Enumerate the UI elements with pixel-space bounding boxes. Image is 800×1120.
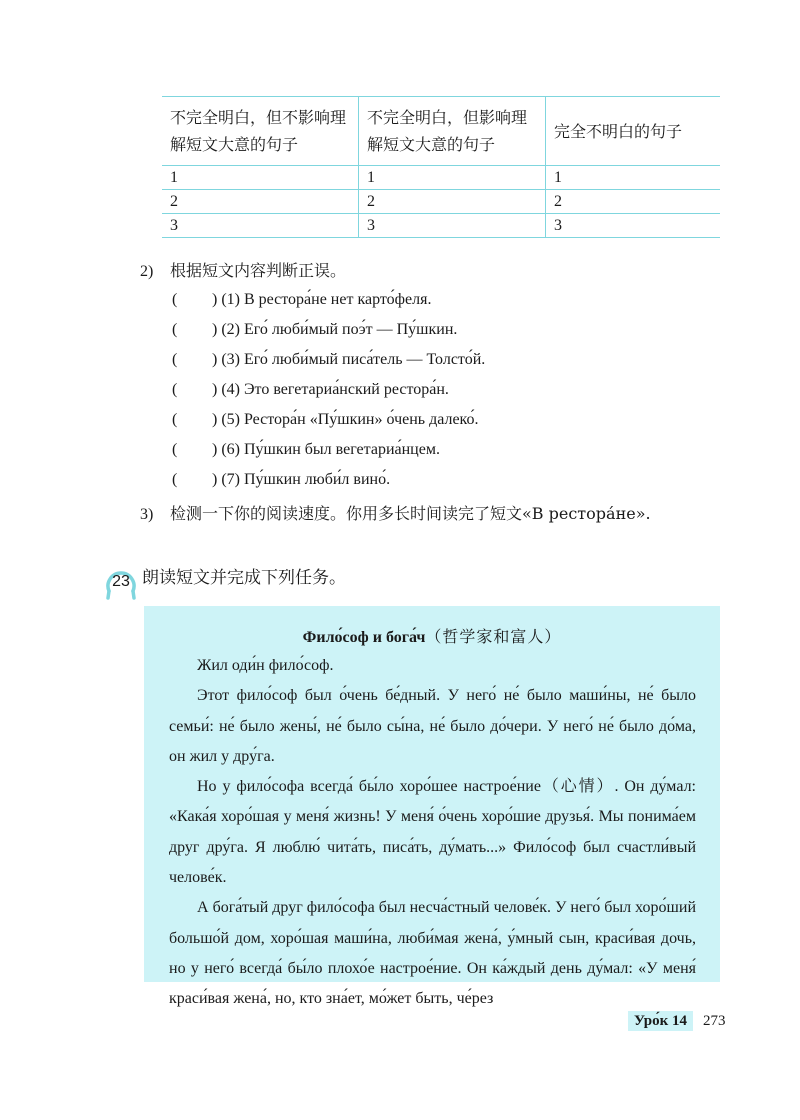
table-cell: 3 [546, 214, 721, 238]
answer-blank[interactable]: ( [172, 351, 178, 368]
reading-text-box [144, 606, 720, 1008]
statement-text: ) (5) Рестора́н «Пу́шкин» о́чень далеко́. [212, 411, 479, 428]
task-number: 2) [140, 263, 154, 280]
reading-paragraph: Но у фило́софа всегда́ бы́ло хоро́шее настрое́ние（心情）. Он ду́мал: «Кака́я хоро́шая у меня́ жизнь! У меня́ о́чень хоро́шие друзья́. Мы понима́ем друг дру́га. Я люблю́ чита́ть, писа́ть, ду́мать...» Фило́соф был счастли́вый челове́к. [169, 778, 696, 887]
task-text: 检测一下你的阅读速度。你用多长时间读完了短文«В рестора́не». [170, 504, 651, 523]
table-cell: 1 [546, 166, 721, 190]
table-cell: 3 [162, 214, 359, 238]
reading-title-russian: Фило́соф и бога́ч [302, 629, 426, 646]
reading-title [144, 626, 720, 649]
reading-comprehension-table [162, 96, 720, 238]
true-false-statement [172, 289, 431, 311]
true-false-statement [172, 349, 485, 371]
table-cell: 1 [359, 166, 546, 190]
task-text: 根据短文内容判断正误。 [170, 261, 347, 280]
answer-blank[interactable]: ( [172, 321, 178, 338]
exercise-number: 23 [112, 573, 130, 590]
true-false-statement [172, 319, 457, 341]
answer-blank[interactable]: ( [172, 291, 178, 308]
table-row [162, 214, 720, 238]
reading-paragraph: Этот фило́соф был о́чень бе́дный. У него́ не́ было маши́ны, не́ было семьи́: не́ было жены́, не́ было сы́на, не́ было до́чери. У него́ не́ было до́ма, он жил у дру́га. [169, 687, 696, 765]
page-number: 273 [703, 1013, 726, 1029]
table-header-cell: 不完全明白，但影响理解短文大意的句子 [359, 97, 546, 166]
task-2 [140, 260, 346, 283]
reading-title-chinese: （哲学家和富人） [425, 627, 562, 646]
task-3 [140, 503, 651, 526]
statement-text: ) (1) В рестора́не нет карто́феля. [212, 291, 432, 308]
lesson-label: Уро́к 14 [628, 1011, 693, 1031]
answer-blank[interactable]: ( [172, 411, 178, 428]
reading-paragraph: А бога́тый друг фило́софа был несча́стный челове́к. У него́ был хоро́ший большо́й дом, хоро́шая маши́на, люби́мая жена́, у́мный сын, краси́вая дочь, но у него́ всегда́ бы́ло плохо́е настрое́ние. Он ка́ждый день ду́мал: «У меня́ краси́вая жена́, но, кто зна́ет, мо́жет быть, че́рез [169, 899, 696, 1008]
true-false-statement [172, 439, 440, 461]
task-number: 3) [140, 506, 154, 523]
reading-paragraph: Жил оди́н фило́соф. [197, 657, 334, 674]
table-cell: 3 [359, 214, 546, 238]
table-row [162, 166, 720, 190]
answer-blank[interactable]: ( [172, 471, 178, 488]
table-header-cell: 不完全明白，但不影响理解短文大意的句子 [162, 97, 359, 166]
answer-blank[interactable]: ( [172, 441, 178, 458]
table-cell: 2 [359, 190, 546, 214]
statement-text: ) (7) Пу́шкин люби́л вино́. [212, 471, 391, 488]
true-false-statement [172, 469, 390, 491]
exercise-number-badge [104, 567, 138, 601]
table-cell: 2 [162, 190, 359, 214]
statement-text: ) (2) Его́ люби́мый поэ́т — Пу́шкин. [212, 321, 458, 338]
table-cell: 1 [162, 166, 359, 190]
true-false-statement [172, 409, 479, 431]
statement-text: ) (6) Пу́шкин был вегетариа́нцем. [212, 441, 440, 458]
table-row [162, 190, 720, 214]
statement-text: ) (3) Его́ люби́мый писа́тель — Толсто́й. [212, 351, 486, 368]
statement-text: ) (4) Это вегетариа́нский рестора́н. [212, 381, 449, 398]
reading-body [169, 651, 696, 1015]
true-false-statement [172, 379, 449, 401]
table-header-cell: 完全不明白的句子 [546, 97, 721, 166]
table-cell: 2 [546, 190, 721, 214]
answer-blank[interactable]: ( [172, 381, 178, 398]
exercise-title: 朗读短文并完成下列任务。 [142, 568, 346, 588]
